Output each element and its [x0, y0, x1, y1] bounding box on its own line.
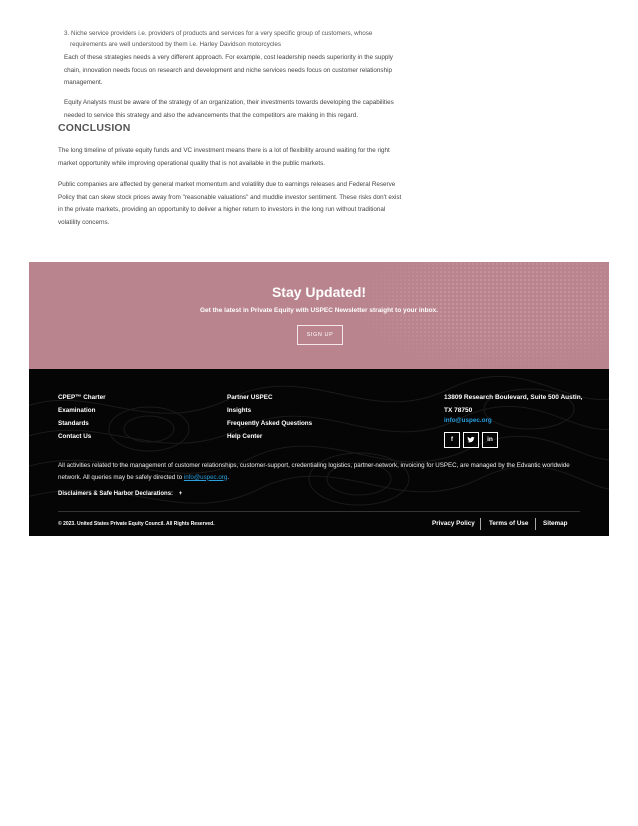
sign-up-button[interactable]: SIGN UP: [297, 325, 343, 345]
newsletter-banner: [29, 262, 609, 369]
list-item-text-continued: requirements are well understood by them i.e. Harley Davidson motorcycles: [70, 40, 282, 48]
footer-notice: [58, 460, 588, 483]
link-separator: [535, 518, 536, 530]
footer-links-column-1: [58, 391, 106, 443]
list-item-text: Niche service providers i.e. providers of products and services for a very specific group of customers, whose: [71, 30, 373, 37]
list-item: [64, 29, 404, 50]
facebook-icon[interactable]: f: [444, 432, 460, 448]
paragraph-line: market opportunity while improving operational quality that is not available in the public markets.: [58, 159, 326, 167]
disclaimers-toggle[interactable]: [58, 491, 182, 497]
paragraph-line: Public companies are affected by general market momentum and volatility due to earnings releases and Federal Reserve: [58, 181, 396, 188]
footer-link-contact-us[interactable]: Contact Us: [58, 433, 92, 440]
linkedin-icon[interactable]: in: [482, 432, 498, 448]
privacy-policy-link[interactable]: Privacy Policy: [432, 520, 475, 527]
paragraph-line: in the private markets, providing an opportunity to deliver a higher return to investors in the long run without traditional: [58, 206, 386, 214]
newsletter-title: Stay Updated!: [271, 284, 367, 300]
twitter-bird-glyph: [467, 436, 475, 444]
footer-address: [444, 391, 604, 417]
footer-divider: [58, 511, 580, 512]
newsletter-subtitle: Get the latest in Private Equity with USPEC Newsletter straight to your inbox.: [199, 307, 438, 314]
paragraph-timeline: [58, 145, 390, 170]
paragraph-strategies: [64, 52, 393, 90]
notice-text: network. All queries may be safely directed to: [58, 473, 184, 481]
paragraph-public-companies: [58, 179, 401, 229]
footer-link-faq[interactable]: Frequently Asked Questions: [227, 420, 313, 427]
notice-email-link[interactable]: info@uspec.org: [183, 473, 228, 481]
notice-text: .: [227, 473, 230, 481]
twitter-icon[interactable]: [463, 432, 479, 448]
footer-link-insights[interactable]: Insights: [227, 407, 252, 414]
footer-link-standards[interactable]: Standards: [58, 420, 89, 427]
address-line: TX 78750: [444, 407, 473, 414]
link-separator: [480, 518, 481, 530]
paragraph-line: Each of these strategies needs a very different approach. For example, cost leadership needs superiority in the supply: [64, 54, 393, 61]
paragraph-equity-analysts: [64, 97, 394, 122]
paragraph-line: Policy that can skew stock prices away from "reasonable valuations" and muddle investor sentiment. These risks don't exist: [58, 193, 402, 201]
disclaimers-label: Disclaimers & Safe Harbor Declarations:: [58, 491, 174, 497]
conclusion-heading: CONCLUSION: [58, 122, 131, 134]
paragraph-line: management.: [64, 79, 103, 87]
paragraph-line: The long timeline of private equity funds and VC investment means there is a lot of flexibility around waiting for the right: [58, 147, 390, 154]
notice-line: All activities related to the management of customer relationships, customer-support, credentialing logistics, partner-network, invoicing for USPEC, are managed by the Edvantic worldwide: [58, 462, 570, 469]
footer-links-column-2: [227, 391, 312, 443]
footer-link-partner-uspec[interactable]: Partner USPEC: [227, 394, 273, 401]
paragraph-line: chain, innovation needs focus on research and development and niche services needs focus on customer relationship: [64, 66, 392, 74]
list-item-number: 3.: [64, 30, 70, 37]
footer-link-examination[interactable]: Examination: [58, 407, 96, 414]
plus-icon[interactable]: +: [178, 491, 183, 497]
world-map-dots-decoration: [359, 262, 609, 369]
footer-link-cpep-charter[interactable]: CPEP™ Charter: [58, 394, 106, 401]
footer-email-link[interactable]: info@uspec.org: [444, 417, 492, 424]
terms-of-use-link[interactable]: Terms of Use: [489, 520, 529, 527]
paragraph-line: Equity Analysts must be aware of the strategy of an organization, their investments towards developing the capabilities: [64, 99, 394, 106]
footer-link-help-center[interactable]: Help Center: [227, 433, 263, 440]
sitemap-link[interactable]: Sitemap: [543, 520, 568, 527]
paragraph-line: volatility concerns.: [58, 218, 110, 226]
notice-line: [58, 472, 588, 484]
paragraph-line: needed to service this strategy and also the advancements that the competitors are making in this regard.: [64, 111, 359, 119]
copyright-text: © 2023. United States Private Equity Council. All Rights Reserved.: [58, 521, 215, 527]
address-line: 13809 Research Boulevard, Suite 500 Austin,: [444, 394, 583, 401]
site-footer: [29, 369, 609, 536]
